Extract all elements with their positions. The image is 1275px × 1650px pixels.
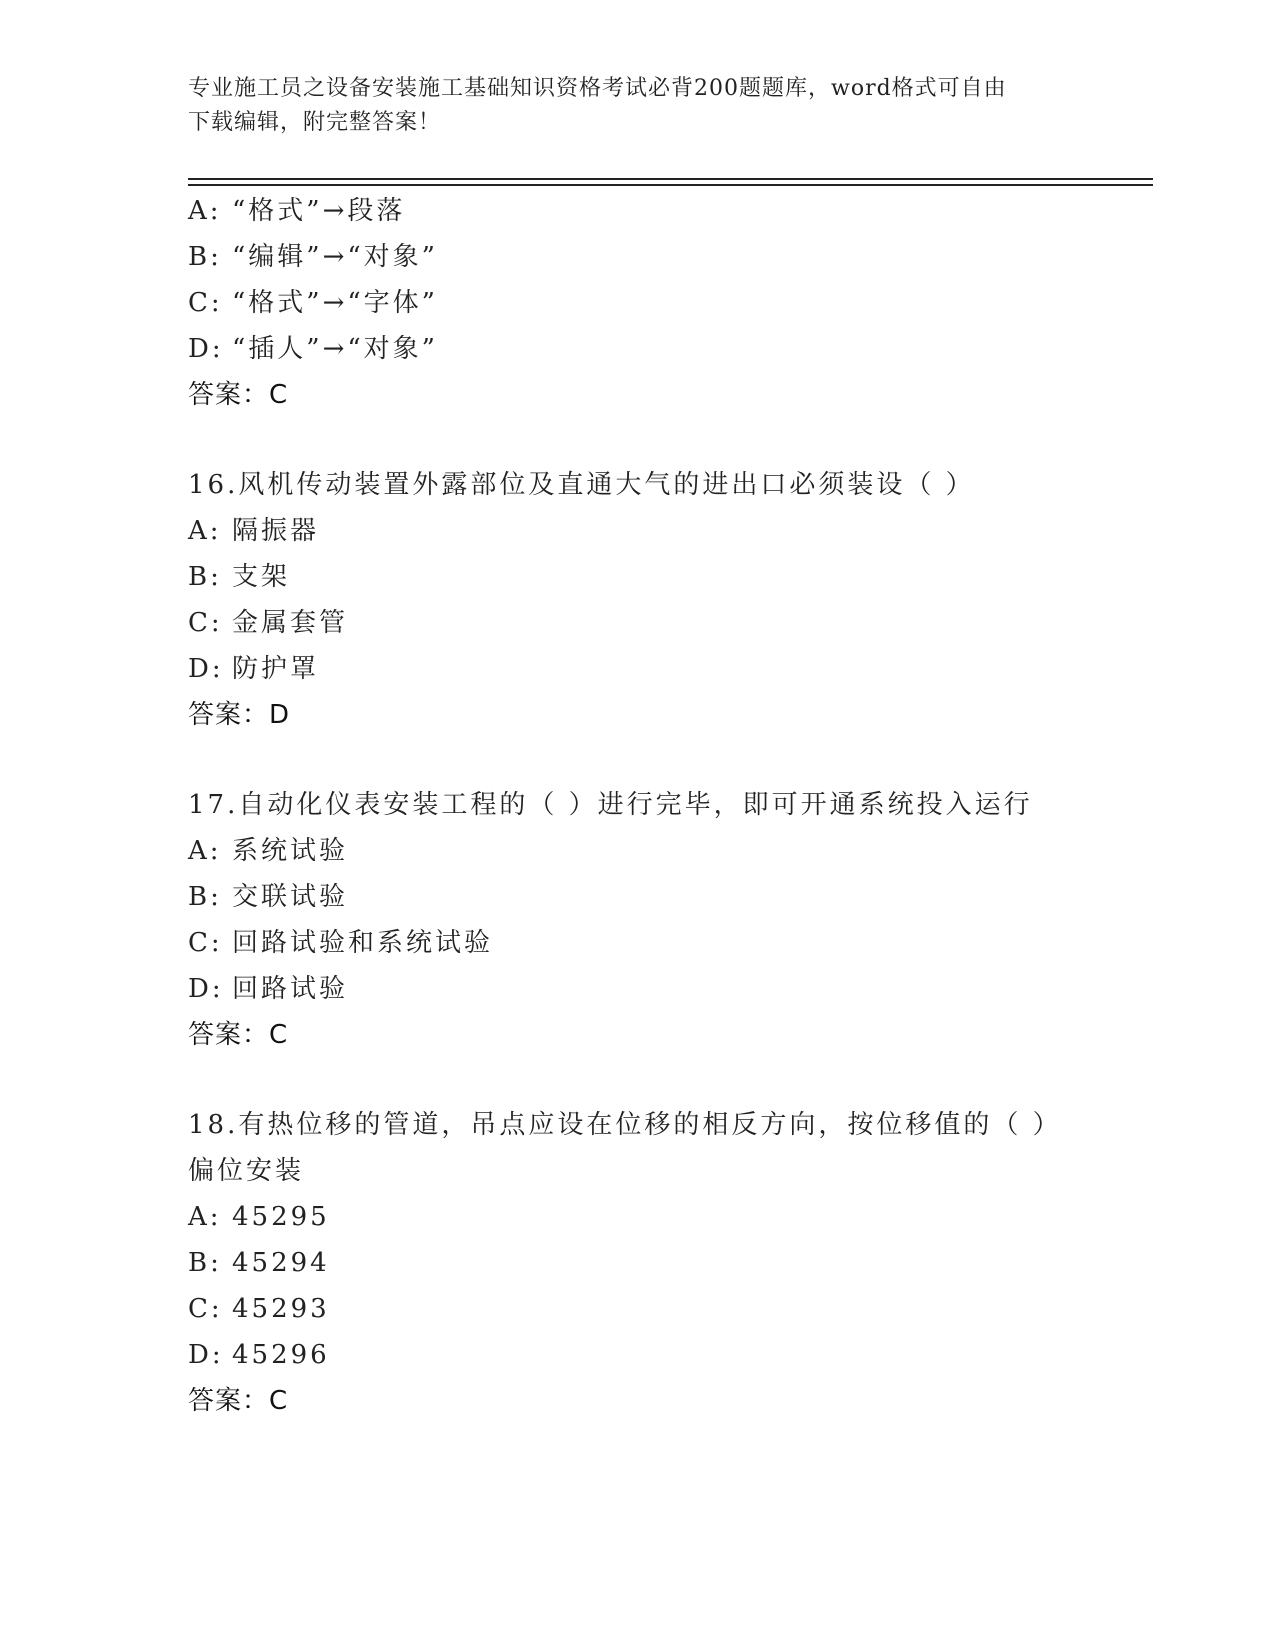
option-d: D: 45296	[188, 1340, 330, 1370]
answer-line: 答案：C	[188, 380, 289, 410]
header-divider-bottom	[188, 184, 1153, 186]
option-b: B: 交联试验	[188, 882, 349, 912]
question-text: 16.风机传动装置外露部位及直通大气的进出口必须装设（ ）	[188, 470, 975, 500]
answer-line: 答案：C	[188, 1020, 289, 1050]
question-block-18	[188, 1102, 1128, 1424]
option-c: C: “格式”→“字体”	[188, 288, 438, 318]
option-c: C: 金属套管	[188, 608, 349, 638]
question-block-partial	[188, 188, 1128, 418]
answer-line: 答案：D	[188, 700, 291, 730]
option-a: A: “格式”→段落	[188, 196, 406, 226]
option-c: C: 45293	[188, 1294, 330, 1324]
header-line-1: 专业施工员之设备安装施工基础知识资格考试必背200题题库，word格式可自由	[188, 76, 1007, 101]
question-block-17	[188, 782, 1128, 1058]
header-line-2: 下载编辑，附完整答案！	[188, 110, 442, 135]
option-a: A: 隔振器	[188, 516, 320, 546]
option-b: B: 45294	[188, 1248, 330, 1278]
option-d: D: “插人”→“对象”	[188, 334, 438, 364]
option-a: A: 45295	[188, 1202, 330, 1232]
question-text: 18.有热位移的管道，吊点应设在位移的相反方向，按位移值的（ ）偏位安装	[188, 1110, 1062, 1186]
option-c: C: 回路试验和系统试验	[188, 928, 494, 958]
answer-line: 答案：C	[188, 1386, 289, 1416]
option-b: B: 支架	[188, 562, 291, 592]
option-a: A: 系统试验	[188, 836, 349, 866]
header-divider-top	[188, 178, 1153, 180]
question-block-16	[188, 462, 1128, 738]
question-text: 17.自动化仪表安装工程的（ ）进行完毕，即可开通系统投入运行	[188, 790, 1033, 820]
option-d: D: 防护罩	[188, 654, 320, 684]
option-d: D: 回路试验	[188, 974, 349, 1004]
document-header	[188, 72, 1088, 140]
question-list	[188, 188, 1128, 1424]
option-b: B: “编辑”→“对象”	[188, 242, 438, 272]
